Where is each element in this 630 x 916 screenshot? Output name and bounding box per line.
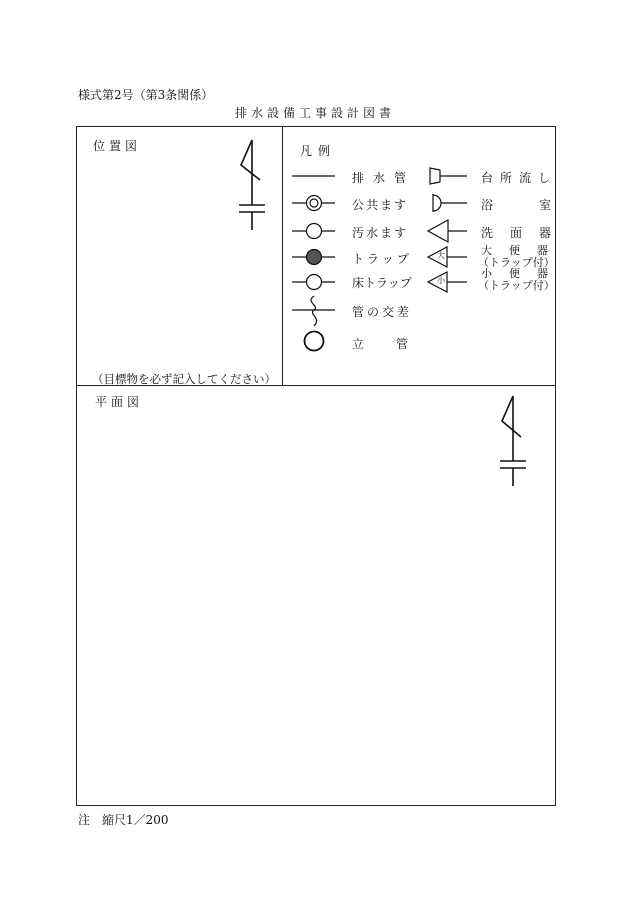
bathroom-icon (433, 194, 467, 212)
standpipe-icon (305, 332, 324, 351)
scale-note: 注 縮尺1／200 (78, 813, 169, 827)
trap-icon (292, 250, 335, 265)
legend-label-standpipe: 立管 (352, 337, 441, 351)
public-basin-icon (292, 196, 335, 211)
legend-label-sewage-basin: 汚水ます (352, 226, 409, 240)
toilet-small-icon (428, 272, 467, 292)
floor-plan-label: 平面図 (95, 395, 144, 409)
legend-label-toilet-small: 小便器 (481, 267, 565, 280)
form-number: 様式第2号（第3条関係） (78, 88, 214, 102)
location-map-note: （目標物を必ず記入してください） (92, 372, 276, 386)
legend-label-toilet-large: 大便器 (481, 244, 565, 257)
north-arrow-plan-icon (500, 396, 526, 486)
legend-label-trap: トラップ (352, 252, 412, 266)
floor-trap-icon (292, 275, 335, 290)
legend-sub-toilet-large: （トラップ付） (478, 256, 555, 269)
pipe-crossing-icon (292, 296, 335, 326)
legend-sub-toilet-small: （トラップ付） (478, 279, 555, 292)
document-title: 排水設備工事設計図書 (234, 106, 395, 120)
legend-label-pipe-crossing: 管の交差 (352, 305, 413, 319)
legend-label-public-basin: 公共ます (352, 198, 409, 212)
legend-label-washbasin: 洗面器 (481, 226, 569, 240)
sewage-basin-icon (292, 224, 335, 239)
north-arrow-icon (239, 140, 265, 230)
legend-label-drain-pipe: 排水管 (352, 171, 416, 185)
toilet-large-icon (428, 247, 467, 267)
legend-label-bathroom: 浴室 (481, 198, 598, 212)
location-map-label: 位置図 (93, 139, 142, 153)
legend-label-kitchen-sink: 台所流し (481, 171, 558, 185)
kitchen-sink-icon (430, 168, 467, 184)
legend-label-floor-trap: 床トラップ (352, 276, 412, 290)
toilet-small-mark: 小 (437, 276, 445, 285)
toilet-large-mark: 大 (437, 251, 445, 260)
legend-title: 凡例 (300, 144, 337, 158)
washbasin-icon (428, 220, 467, 242)
